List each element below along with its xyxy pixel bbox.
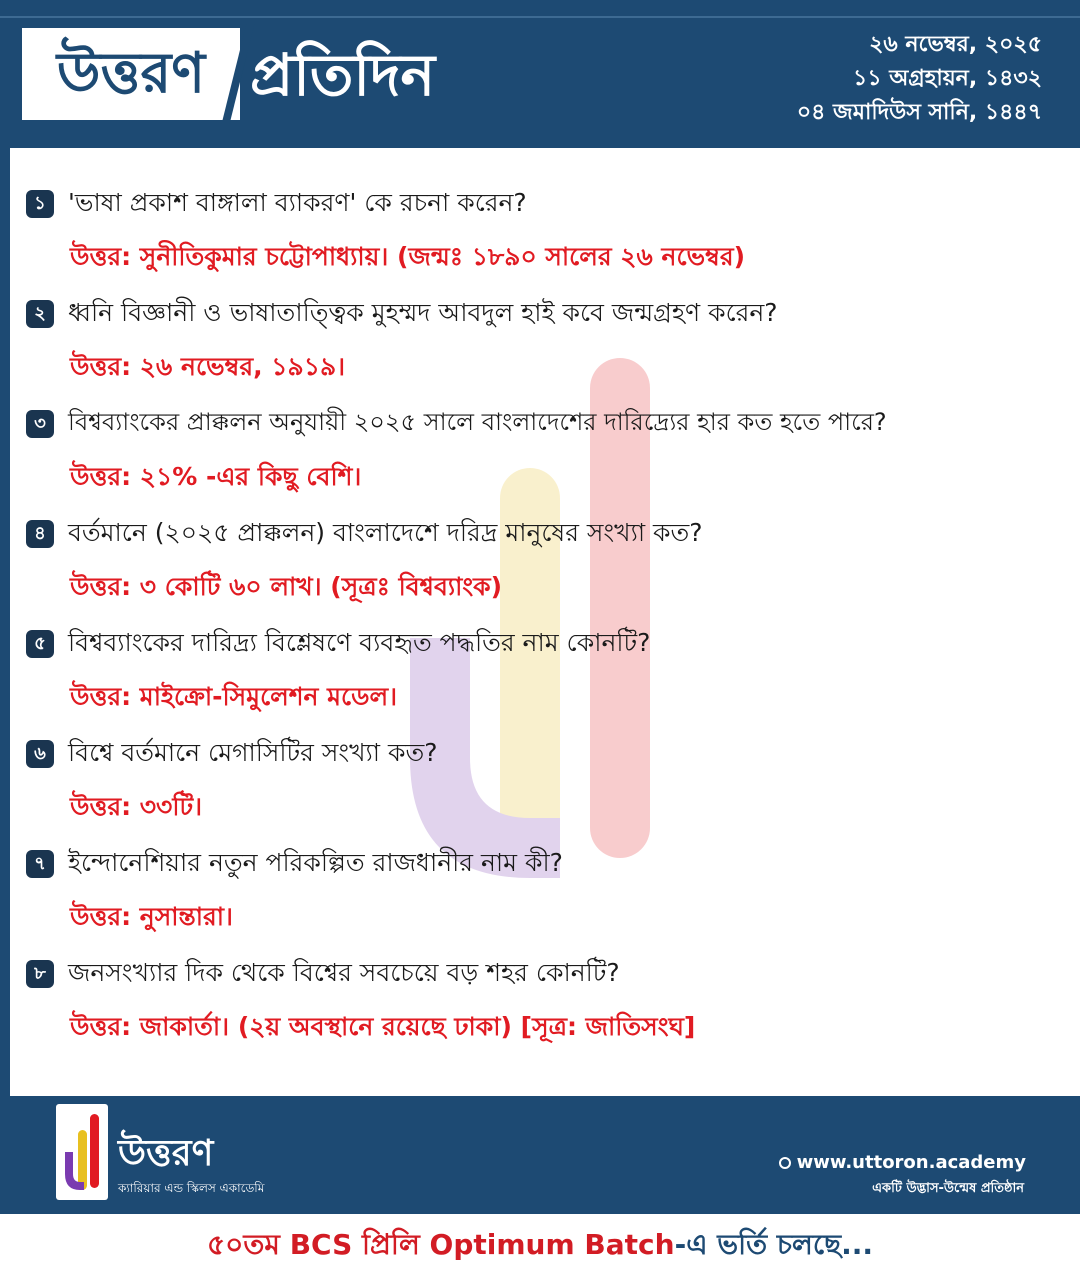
answer-text: উত্তর: সুনীতিকুমার চট্টোপাধ্যায়। (জন্মঃ ১৮৯০ সালের ২৬ নভেম্বর) xyxy=(70,241,746,271)
question-number-badge: ৬ xyxy=(26,740,54,768)
date-hijri: ০৪ জমাদিউস সানি, ১৪৪৭ xyxy=(796,100,1042,125)
website-link[interactable] xyxy=(779,1154,1026,1172)
date-block xyxy=(702,28,1042,130)
question-text: বিশ্বব্যাংকের দারিদ্র্য বিশ্লেষণে ব্যবহৃত পদ্ধতির নাম কোনটি? xyxy=(68,627,651,657)
question-text: ইন্দোনেশিয়ার নতুন পরিকল্পিত রাজধানীর নাম কী? xyxy=(68,847,563,877)
brand-box xyxy=(22,28,240,120)
question-text: বিশ্বে বর্তমানে মেগাসিটির সংখ্যা কত? xyxy=(68,737,438,767)
question-number-badge: ৪ xyxy=(26,520,54,548)
question-number-badge: ৮ xyxy=(26,960,54,988)
question-number-badge: ২ xyxy=(26,300,54,328)
question-text: 'ভাষা প্রকাশ বাঙ্গালা ব্যাকরণ' কে রচনা করেন? xyxy=(68,187,527,217)
organization-tagline: একটি উদ্ভাস-উন্মেষ প্রতিষ্ঠান xyxy=(872,1181,1024,1196)
academy-logo xyxy=(56,1104,108,1200)
header-top-line xyxy=(0,16,1080,18)
date-gregorian: ২৬ নভেম্বর, ২০২৫ xyxy=(869,32,1042,57)
brand-daily-title: প্রতিদিন xyxy=(250,41,436,109)
question-text: বিশ্বব্যাংকের প্রাক্কলন অনুযায়ী ২০২৫ সালে বাংলাদেশের দারিদ্র্যের হার কত হতে পারে? xyxy=(68,408,887,436)
answer-text: উত্তর: মাইক্রো-সিমুলেশন মডেল। xyxy=(70,681,398,711)
footer xyxy=(0,1096,1080,1214)
question-number-badge: ১ xyxy=(26,190,54,218)
banner-batch-name: ৫০তম BCS প্রিলি Optimum Batch xyxy=(207,1227,675,1261)
question-number-badge: ৭ xyxy=(26,850,54,878)
question-number-badge: ৫ xyxy=(26,630,54,658)
academy-name: উত্তরণ xyxy=(118,1133,214,1174)
answer-text: উত্তর: ৩ কোটি ৬০ লাখ। (সূত্রঃ বিশ্বব্যাংক) xyxy=(70,571,503,601)
answer-text: উত্তর: জাকার্তা। (২য় অবস্থানে রয়েছে ঢাকা) [সূত্র: জাতিসংঘ] xyxy=(70,1011,696,1041)
question-text: বর্তমানে (২০২৫ প্রাক্কলন) বাংলাদেশে দরিদ্র মানুষের সংখ্যা কত? xyxy=(68,517,703,547)
answer-text: উত্তর: নুসান্তারা। xyxy=(70,901,233,931)
question-text: জনসংখ্যার দিক থেকে বিশ্বের সবচেয়ে বড় শহর কোনটি? xyxy=(68,957,620,987)
admission-banner xyxy=(0,1214,1080,1278)
answer-text: উত্তর: ২৬ নভেম্বর, ১৯১৯। xyxy=(70,351,346,381)
question-number-badge: ৩ xyxy=(26,410,54,438)
website-url[interactable]: www.uttoron.academy xyxy=(796,1152,1026,1173)
globe-icon xyxy=(779,1157,791,1169)
question-text: ধ্বনি বিজ্ঞানী ও ভাষাতাত্ত্বিক মুহম্মদ আবদুল হাই কবে জন্মগ্রহণ করেন? xyxy=(68,297,778,327)
answer-text: উত্তর: ৩৩টি। xyxy=(70,791,203,821)
academy-tagline: ক্যারিয়ার এন্ড স্কিলস একাডেমি xyxy=(118,1181,265,1195)
brand-name: উত্তরণ xyxy=(56,41,206,106)
qa-content xyxy=(10,148,1080,1096)
banner-admission-text: -এ ভর্তি চলছে... xyxy=(674,1227,873,1261)
academy-logo-icon xyxy=(56,1104,108,1200)
answer-text: উত্তর: ২১% -এর কিছু বেশি। xyxy=(70,461,362,491)
header xyxy=(0,0,1080,148)
date-bengali: ১১ অগ্রহায়ন, ১৪৩২ xyxy=(853,66,1042,91)
